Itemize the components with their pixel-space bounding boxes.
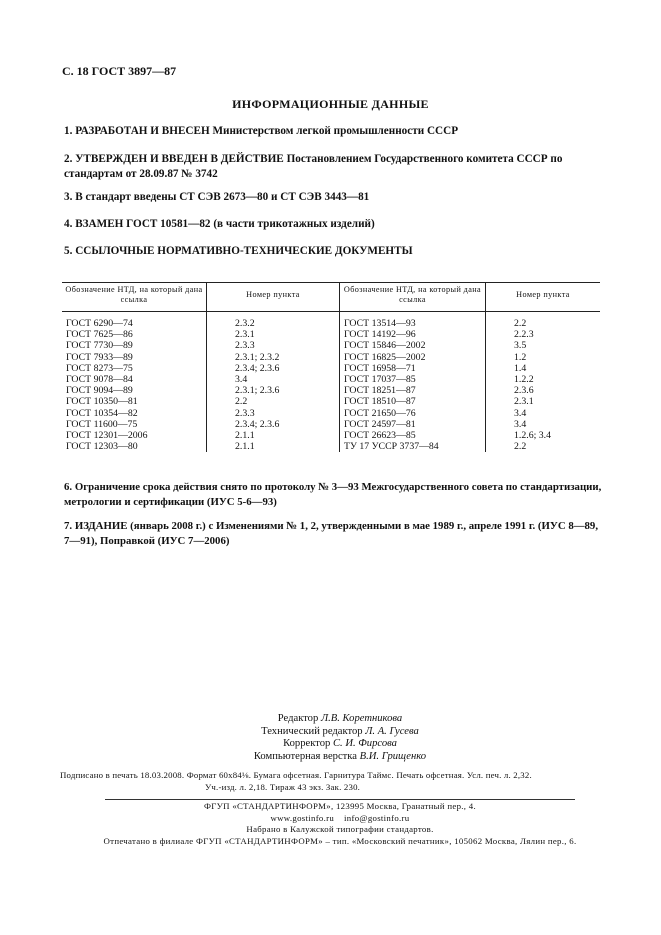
credit-layout: Компьютерная верстка В.И. Грищенко [253, 750, 427, 762]
table-row [62, 419, 600, 430]
ntd-cell: ГОСТ 6290—74 [66, 318, 133, 329]
ntd-cell: ГОСТ 18510—87 [340, 396, 486, 407]
publisher-rule [105, 799, 575, 800]
clause-cell: 2.3.6 [486, 385, 601, 396]
item-2: 2. УТВЕРЖДЕН И ВВЕДЕН В ДЕЙСТВИЕ Постановлением Государственного комитета СССР по стандартам от 28.09.87 № 3742 [64, 153, 563, 180]
credit-editor: Редактор Л.В. Коретникова [277, 713, 403, 724]
clause-cell: 2.3.1 [207, 329, 340, 340]
ntd-cell: ГОСТ 9094—89 [66, 385, 133, 397]
clause-cell: 2.2 [207, 396, 340, 407]
table-row [62, 441, 600, 452]
clause-cell: 2.3.4; 2.3.6 [207, 363, 340, 374]
print-line-1: Подписано в печать 18.03.2008. Формат 60х84⅛. Бумага офсетная. Гарнитура Таймс. Печать офсетная. Усл. печ. л. 2,32. [60, 770, 532, 780]
clause-cell: 2.3.4; 2.3.6 [207, 419, 340, 430]
table-row [62, 385, 600, 396]
clause-cell: 2.1.1 [207, 430, 340, 441]
header-clause-right: Номер пункта [486, 283, 601, 312]
ntd-cell: ГОСТ 24597—81 [340, 419, 486, 430]
clause-cell: 2.3.1 [486, 396, 601, 407]
print-info [60, 770, 620, 793]
publisher-links[interactable]: www.gostinfo.ru info@gostinfo.ru [270, 812, 410, 823]
item-1: 1. РАЗРАБОТАН И ВНЕСЕН Министерством легкой промышленности СССР [64, 125, 459, 137]
publisher-line-1: ФГУП «СТАНДАРТИНФОРМ», 123995 Москва, Гранатный пер., 4. [204, 801, 476, 811]
note-7: 7. ИЗДАНИЕ (январь 2008 г.) с Изменениями № 1, 2, утвержденными в мае 1989 г., апреле 1991 г. (ИУС 8—89, 7—91), Поправкой (ИУС 7—2006) [64, 520, 599, 547]
clause-cell: 2.3.3 [207, 340, 340, 351]
table-row [62, 340, 600, 351]
note-6: 6. Ограничение срока действия снято по протоколу № 3—93 Межгосударственного совета по стандартизации, метрологии и сертификации (ИУС 5-6—93) [64, 481, 602, 508]
ntd-cell: ГОСТ 7625—86 [66, 329, 133, 341]
publisher-info [40, 799, 640, 847]
table-row [62, 352, 600, 363]
clause-cell: 2.2 [486, 312, 601, 330]
clause-cell: 2.2.3 [486, 329, 601, 340]
ntd-cell: ГОСТ 26623—85 [340, 430, 486, 441]
ntd-cell: ГОСТ 18251—87 [340, 385, 486, 396]
clause-cell: 2.2 [486, 441, 601, 452]
clause-cell: 1.2.6; 3.4 [486, 430, 601, 441]
ntd-cell: ГОСТ 17037—85 [340, 374, 486, 385]
ntd-cell: ГОСТ 12301—2006 [66, 430, 148, 442]
item-4: 4. ВЗАМЕН ГОСТ 10581—82 (в части трикотажных изделий) [64, 218, 375, 230]
credits-block [190, 713, 490, 763]
credit-tech-editor: Технический редактор Л. А. Гусева [261, 725, 419, 737]
publisher-line-3: Набрано в Калужской типографии стандартов. [246, 824, 434, 834]
print-line-2: Уч.-изд. л. 2,18. Тираж 43 экз. Зак. 230. [205, 781, 361, 792]
clause-cell: 2.3.3 [207, 408, 340, 419]
ntd-cell: ГОСТ 21650—76 [340, 408, 486, 419]
table-row [62, 430, 600, 441]
clause-cell: 2.3.2 [207, 312, 340, 330]
page-header: С. 18 ГОСТ 3897—87 [62, 64, 177, 78]
item-3: 3. В стандарт введены СТ СЭВ 2673—80 и СТ СЭВ 3443—81 [64, 191, 370, 203]
table-row [62, 329, 600, 340]
ntd-cell: ТУ 17 УССР 3737—84 [340, 441, 486, 452]
ntd-cell: ГОСТ 14192—96 [340, 329, 486, 340]
publisher-line-4: Отпечатано в филиале ФГУП «СТАНДАРТИНФОРМ» – тип. «Московский печатник», 105062 Москва, Лялин пер., 6. [103, 835, 577, 846]
ntd-cell: ГОСТ 7730—89 [66, 340, 133, 352]
ntd-cell: ГОСТ 10354—82 [66, 407, 138, 419]
clause-cell: 2.1.1 [207, 441, 340, 452]
header-clause-left: Номер пункта [207, 283, 340, 312]
credit-proofreader: Корректор С. И. Фирсова [283, 738, 397, 750]
ntd-cell: ГОСТ 16825—2002 [340, 352, 486, 363]
ntd-cell: ГОСТ 8273—75 [66, 362, 133, 374]
section-title: ИНФОРМАЦИОННЫЕ ДАННЫЕ [232, 97, 429, 111]
clause-cell: 1.2.2 [486, 374, 601, 385]
table-row [62, 408, 600, 419]
clause-cell: 2.3.1; 2.3.2 [207, 352, 340, 363]
header-ntd-left: Обозначение НТД, на который дана ссылка [62, 283, 207, 312]
clause-cell: 3.4 [486, 419, 601, 430]
clause-cell: 3.4 [207, 374, 340, 385]
clause-cell: 3.5 [486, 340, 601, 351]
item-5: 5. ССЫЛОЧНЫЕ НОРМАТИВНО-ТЕХНИЧЕСКИЕ ДОКУМЕНТЫ [64, 245, 413, 257]
ntd-cell: ГОСТ 11600—75 [66, 418, 138, 430]
table-row [62, 396, 600, 407]
header-ntd-right: Обозначение НТД, на который дана ссылка [340, 283, 486, 312]
table-row [62, 312, 600, 330]
ntd-cell: ГОСТ 12303—80 [66, 441, 138, 453]
clause-cell: 1.4 [486, 363, 601, 374]
table-row [62, 374, 600, 385]
ntd-cell: ГОСТ 9078—84 [66, 374, 133, 386]
references-body [62, 312, 600, 453]
clause-cell: 2.3.1; 2.3.6 [207, 385, 340, 396]
ntd-cell: ГОСТ 7933—89 [66, 351, 133, 363]
ntd-cell: ГОСТ 10350—81 [66, 396, 138, 408]
ntd-cell: ГОСТ 13514—93 [340, 312, 486, 330]
clause-cell: 3.4 [486, 408, 601, 419]
ntd-cell: ГОСТ 16958—71 [340, 363, 486, 374]
table-row [62, 363, 600, 374]
references-table [62, 282, 600, 452]
clause-cell: 1.2 [486, 352, 601, 363]
ntd-cell: ГОСТ 15846—2002 [340, 340, 486, 351]
